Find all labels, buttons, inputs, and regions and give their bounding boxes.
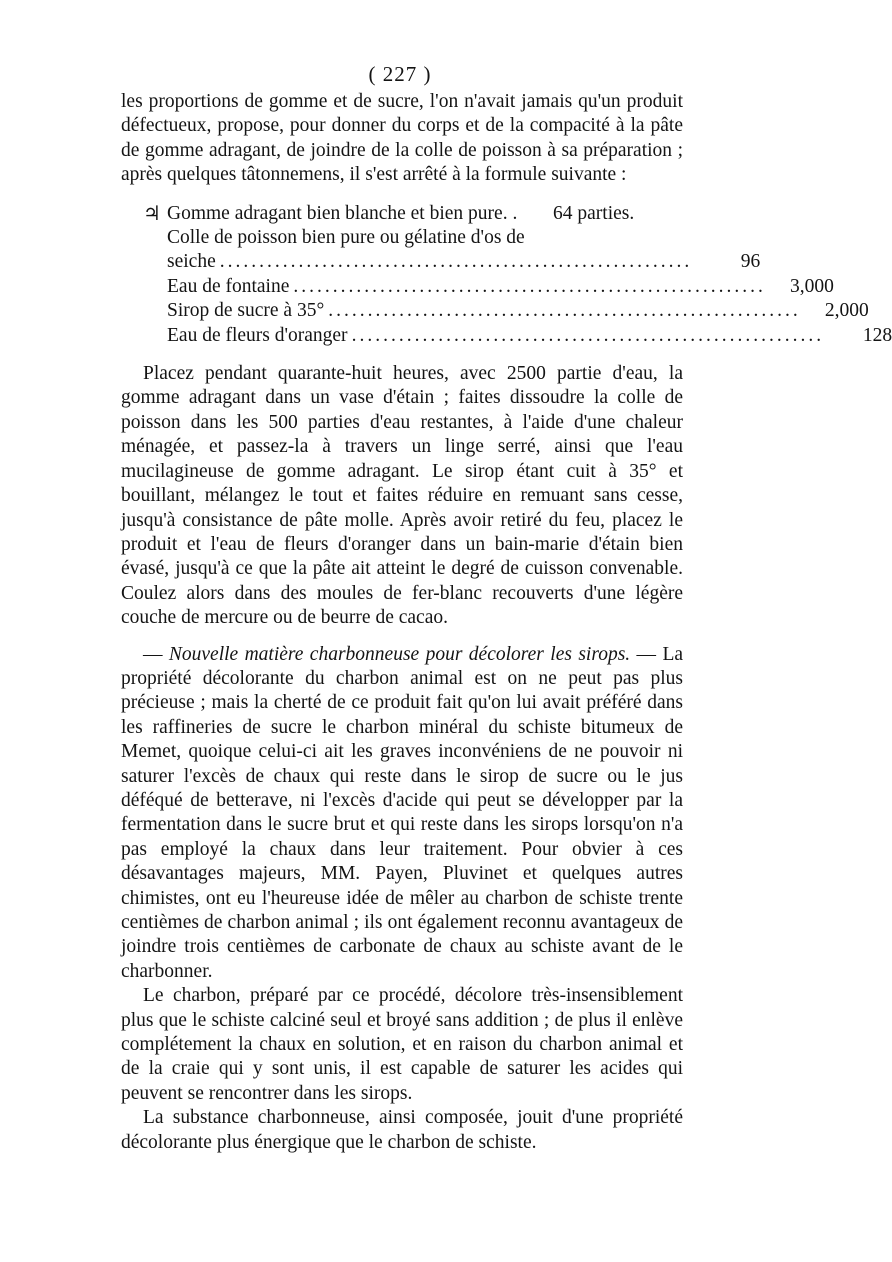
page-number: ( 227 )	[368, 62, 432, 86]
recipe-item-name: Sirop de sucre à 35°	[167, 300, 325, 322]
dot-leader: ............................................................	[328, 300, 801, 322]
recipe-item-name: Gomme adragant bien blanche et bien pure. .	[167, 202, 518, 224]
recipe-item-quantity: 3,000	[790, 275, 834, 297]
recipe-item-name: Eau de fleurs d'oranger	[167, 324, 348, 346]
recipe-item	[167, 299, 869, 323]
method-paragraph: Placez pendant quarante-huit heures, avec 2500 partie d'eau, la gomme adragant dans un vase d'étain ; faites dissoudre la colle de poisson dans les 500 parties d'eau restantes, à l'aide d'une chaleur ménagée, et passez-la à travers un linge serré, ainsi que l'eau mucilagineuse de gomme adragant. Le sirop étant cuit à 35° et bouillant, mélangez le tout et faites réduire en remuant sans cesse, jusqu'à consistance de pâte molle. Après avoir retiré du feu, placez le produit et l'eau de fleurs d'oranger dans un bain-marie d'étain bien évasé, jusqu'à ce que la pâte ait atteint le degré de cuisson convenable. Coulez alors dans des moules de fer-blanc recouverts d'une légère couche de mercure ou de beurre de cacao.	[121, 363, 683, 629]
section-dash-open: —	[143, 643, 163, 665]
section-spacer	[121, 631, 683, 643]
section-title: Nouvelle matière charbonneuse pour décolorer les sirops.	[168, 643, 631, 665]
section-dash-close: —	[636, 643, 657, 665]
dot-leader: ............................................................	[351, 324, 825, 346]
page-body	[121, 90, 892, 1155]
recipe-item-quantity: 128	[862, 324, 892, 346]
recipe-item	[167, 226, 671, 250]
section-body: La propriété décolorante du charbon animal est on ne peut pas plus précieuse ; mais la cherté de ce produit fait qu'on lui avait préféré dans les raffineries de sucre le charbon minéral du schiste bitumeux de Memet, quoique celui-ci ait les graves inconvéniens de ne pouvoir ni saturer l'excès de chaux qui reste dans le sirop de sucre ou le jus déféqué de betterave, ni l'excès d'acide qui peut se développer par la fermentation dans le sucre brut et qui reste dans les sirops lorsqu'on n'a pas employé la chaux dans leur traitement. Pour obvier à ces désavantages majeurs, MM. Payen, Pluvinet et quelques autres chimistes, ont eu l'heureuse idée de mêler au charbon de schiste trente centièmes de charbon animal ; ils ont également reconnu avantageux de joindre trois centièmes de carbonate de chaux au schiste avant de le charbonner.	[121, 643, 684, 982]
charbon-paragraph: Le charbon, préparé par ce procédé, décolore très-insensiblement plus que le schiste calciné seul et broyé sans addition ; de plus il enlève complétement la chaux en solution, et en raison du charbon animal et de la craie qui y sont unis, il est capable de saturer les acides qui peuvent se rencontrer dans les sirops.	[121, 985, 683, 1104]
dot-leader: ............................................................	[219, 251, 693, 273]
recipe-symbol-icon: ♃	[143, 202, 161, 225]
recipe-item-continuation	[167, 250, 761, 274]
recipe-item	[167, 275, 834, 299]
section-heading-paragraph	[121, 643, 683, 985]
final-paragraph: La substance charbonneuse, ainsi composée, jouit d'une propriété décolorante plus énergique que le charbon de schiste.	[121, 1107, 683, 1153]
recipe-item-quantity: 96	[740, 251, 761, 273]
dot-leader: ............................................................	[293, 275, 766, 297]
recipe-item	[167, 324, 892, 348]
recipe-formula	[121, 202, 892, 348]
recipe-item-name: Eau de fontaine	[167, 275, 290, 297]
recipe-item-quantity: 64 parties.	[553, 202, 635, 224]
recipe-item-name: Colle de poisson bien pure ou gélatine d'os de	[167, 227, 525, 249]
recipe-item-quantity: 2,000	[824, 300, 869, 322]
intro-paragraph: les proportions de gomme et de sucre, l'on n'avait jamais qu'un produit défectueux, propose, pour donner du corps et de la compacité à la pâte de gomme adragant, de joindre de la colle de poisson à sa préparation ; après quelques tâtonnemens, il s'est arrêté à la formule suivante :	[121, 91, 683, 186]
recipe-item	[167, 202, 671, 226]
recipe-item-name-continuation: seiche	[167, 251, 216, 273]
